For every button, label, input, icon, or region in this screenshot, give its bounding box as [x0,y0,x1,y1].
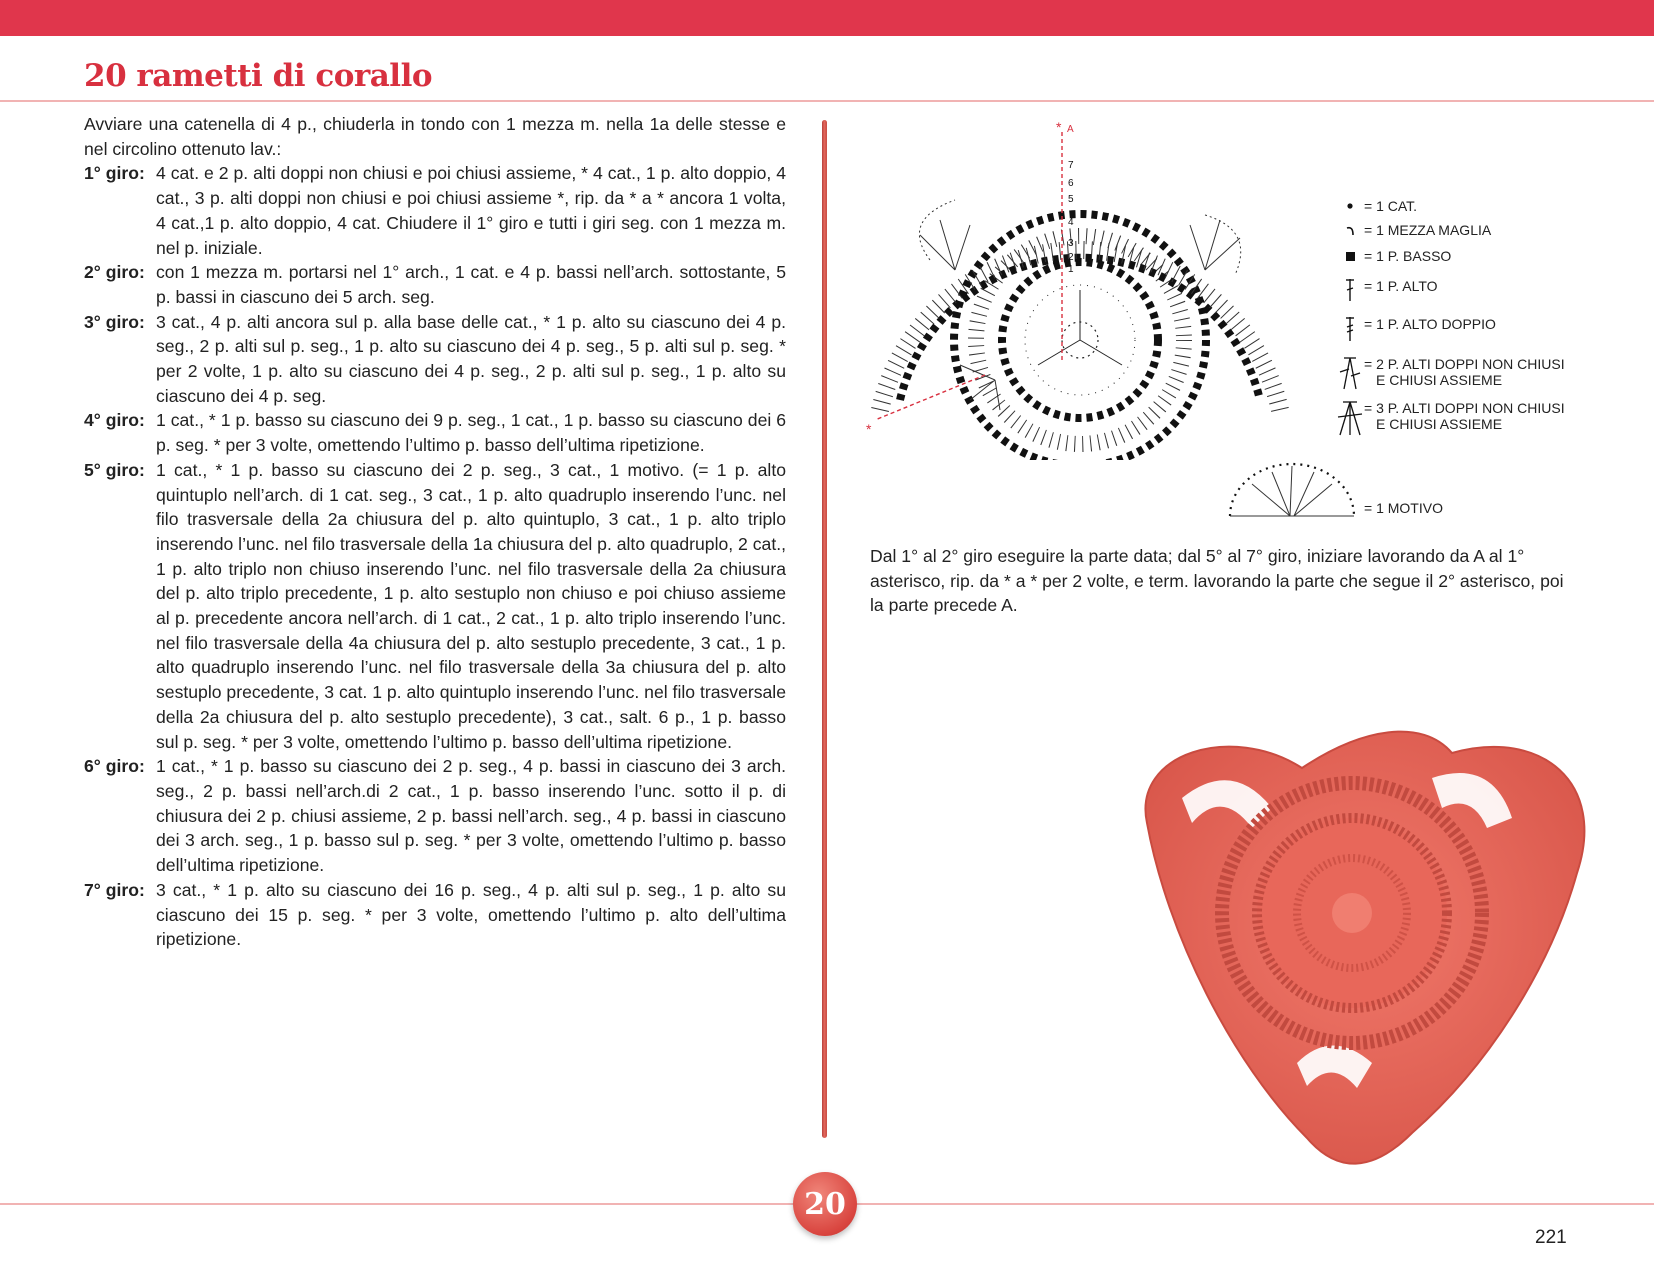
round-6 [84,754,786,878]
round-4 [84,408,786,457]
page-title: 20 rametti di corallo [84,58,433,94]
slip-stitch-icon [1336,222,1364,238]
marker-a: A [1067,124,1074,135]
yarn-divider [822,120,827,1138]
top-color-band [0,0,1654,36]
round-text: 1 cat., * 1 p. basso su ciascuno dei 9 p. seg., 1 cat., 1 p. basso su ciascuno dei 6 p. seg. * per 3 volte, omettendo l’ultimo p. basso dell’ultima ripetizione. [156,410,786,456]
legend-label: = 1 P. BASSO [1364,248,1452,264]
round-3 [84,310,786,409]
title-divider [0,100,1654,102]
round-text: 4 cat. e 2 p. alti doppi non chiusi e poi chiusi assieme, * 4 cat., 1 p. alto doppio, 4 cat., 3 p. alti doppi non chiusi e poi chiusi assieme *, rip. da * a * ancora 1 volta, 4 cat.,1 p. alto doppio, 4 cat. Chiudere il 1° giro e tutti i giri seg. con 1 mezza m. nel p. iniziale. [156,163,786,258]
two-treble-cluster-icon [1336,356,1364,390]
chart-caption [870,544,1578,618]
legend-slip-stitch [1336,222,1565,238]
chart-center [1025,285,1135,395]
intro-text: Avviare una catenella di 4 p., chiuderla in tondo con 1 mezza m. nella 1a delle stesse e nel circolino ottenuto lav.: [84,114,786,159]
legend-label [1364,400,1565,432]
round-label: 7° giro: [84,879,145,900]
motif-symbol [1222,454,1362,529]
round-text: 3 cat., 4 p. alti ancora sul p. alla base delle cat., * 1 p. alto su ciascuno dei 4 p. seg., 2 p. alti sul p. seg., 1 p. alto su ciascuno dei 4 p. seg., 5 p. alti sul p. seg. * per 2 volte, 1 p. alto su ciascuno dei 4 p. seg., 2 p. alti sul p. seg., 1 p. alto su ciascuno dei 4 p. seg. [156,311,786,406]
page-number: 221 [1535,1227,1567,1248]
asterisk-left: * [866,421,872,437]
chart-legend [1336,198,1565,436]
legend-three-treble-cluster [1336,400,1565,436]
legend-label-line: = 2 P. ALTI DOPPI NON CHIUSI [1364,356,1565,372]
badge-number: 20 [804,1186,846,1222]
legend-two-treble-cluster [1336,356,1565,390]
round-number: 2 [1068,252,1074,263]
legend-single-crochet [1336,248,1565,264]
round-number: 6 [1068,178,1074,189]
legend-label-line: E CHIUSI ASSIEME [1376,416,1503,432]
round-text: 3 cat., * 1 p. alto su ciascuno dei 16 p. seg., 4 p. alti sul p. seg., 1 p. alto su ciascuno dei 15 p. seg. * per 3 volte, omettendo l’ultimo p. alto dell’ultima ripetizione. [156,879,786,950]
treble-crochet-icon [1336,316,1364,342]
legend-double-crochet [1336,278,1565,302]
round-number: 1 [1068,264,1074,275]
legend-label: = 1 P. ALTO [1364,278,1438,294]
crochet-chart-svg [860,120,1300,460]
round-text: 1 cat., * 1 p. basso su ciascuno dei 2 p. seg., 4 p. bassi in ciascuno dei 3 arch. seg., 2 p. bassi nell’arch.di 2 cat., 1 p. basso inserendo l’unc. sotto il p. di chiusura dei 2 p. chiusi assieme, 2 p. bassi nell’arch. seg., 4 p. bassi in ciascuno dei 3 arch. seg., 1 p. basso sul p. seg. * per 3 volte, omettendo l’ultimo p. basso dell’ultima ripetizione. [156,756,786,876]
round-label: 3° giro: [84,311,145,332]
chart-motif-left [919,200,970,270]
caption-text: Dal 1° al 2° giro eseguire la parte data; dal 5° al 7° giro, iniziare lavorando da A al 1° asterisco, rip. da * a * per 2 volte, e term. lavorando la parte che segue il 2° asterisco, poi la parte precede A. [870,546,1564,616]
round-1 [84,161,786,260]
chapter-badge [793,1172,857,1236]
legend-label-line: = 3 P. ALTI DOPPI NON CHIUSI [1364,400,1565,416]
three-treble-cluster-icon [1336,400,1364,436]
motif-label: = 1 MOTIVO [1364,500,1443,516]
round-number: 4 [1068,217,1074,228]
legend-label [1364,356,1565,388]
round-2 [84,260,786,309]
round-numbers [1068,160,1074,275]
legend-label: = 1 CAT. [1364,198,1418,214]
round-label: 6° giro: [84,756,145,777]
crochet-chart [860,120,1300,465]
round-label: 1° giro: [84,163,145,184]
round-label: 4° giro: [84,410,145,431]
asterisk-top: * [1056,120,1062,135]
double-crochet-icon [1336,278,1364,302]
round-number: 5 [1068,194,1074,205]
legend-label: = 1 P. ALTO DOPPIO [1364,316,1496,332]
legend-chain [1336,198,1565,214]
round-text: 1 cat., * 1 p. basso su ciascuno dei 2 p. seg., 3 cat., 1 motivo. (= 1 p. alto quintuplo nell’arch. di 1 cat. seg., 3 cat., 1 p. alto quadruplo inserendo l’unc. nel filo trasversale della 2a chiusura del p. alto quintuplo, 3 cat., 1 p. alto triplo inserendo l’unc. nel filo trasversale della 1a chiusura del p. alto quadruplo, 2 cat., 1 p. alto triplo non chiuso inserendo l’unc. nel filo trasversale della 2a chiusura del p. alto triplo precedente, 1 p. alto sestuplo non chiuso e poi chiuso assieme al p. precedente ancora nell’arch. di 1 cat., 2 cat., 1 p. alto triplo inserendo l’unc. nel filo trasversale della 4a chiusura del p. alto sestuplo precedente, 3 cat., 1 p. alto quadruplo inserendo l’unc. nel filo trasversale della 3a chiusura del p. alto sestuplo precedente, 3 cat. 1 p. alto quintuplo inserendo l’unc. nel filo trasversale della 2a chiusura del p. alto sestuplo precedente), 3 cat., salt. 6 p., 1 p. basso sul p. seg. * per 3 volte, omettendo l’ultimo p. basso dell’ultima ripetizione. [156,459,786,752]
instructions-column [84,112,786,952]
chain-dot-icon [1336,198,1364,214]
round-number: 3 [1068,238,1074,249]
legend-label-line: E CHIUSI ASSIEME [1376,372,1503,388]
round-7 [84,878,786,952]
coral-motif-photo [1112,718,1592,1173]
round-5 [84,458,786,754]
single-crochet-icon [1336,248,1364,264]
round-text: con 1 mezza m. portarsi nel 1° arch., 1 cat. e 4 p. bassi nell’arch. sottostante, 5 p. bassi in ciascuno dei 5 arch. seg. [156,262,786,307]
chart-motif-right [1190,215,1241,275]
legend-label: = 1 MEZZA MAGLIA [1364,222,1492,238]
round-label: 5° giro: [84,459,145,480]
round-label: 2° giro: [84,262,145,283]
legend-treble-crochet [1336,316,1565,342]
round-number: 7 [1068,160,1074,171]
